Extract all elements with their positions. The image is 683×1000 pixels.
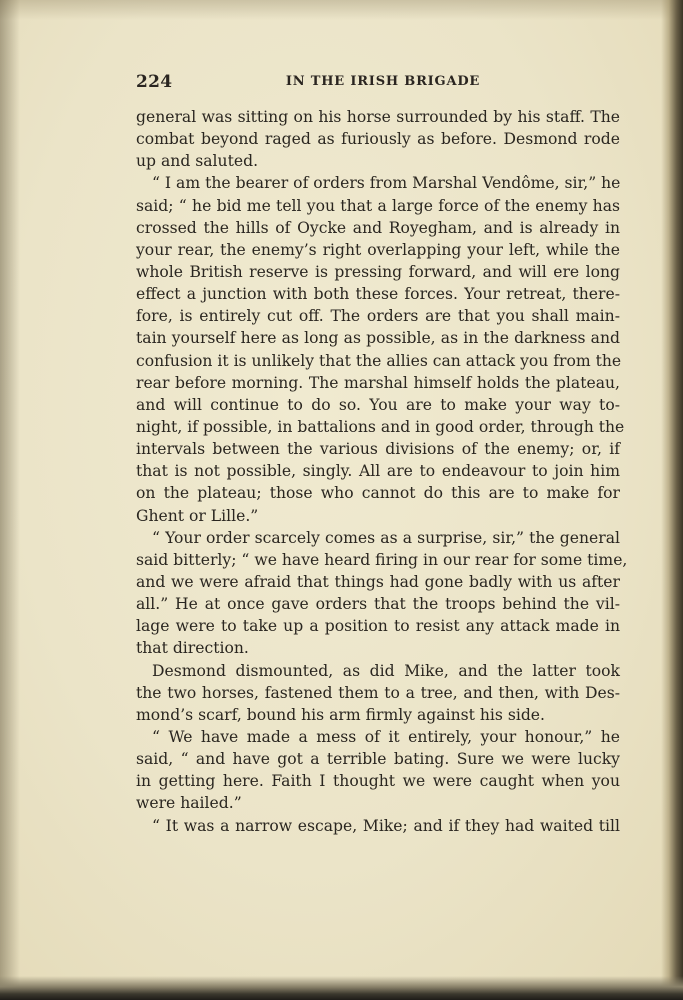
text-line: up and saluted. bbox=[136, 152, 259, 171]
text-line: Desmond dismounted, as did Mike, and the latter took bbox=[152, 661, 620, 680]
text-line: all.” He at once gave orders that the troops behind the vil- bbox=[136, 595, 620, 614]
text-line: general was sitting on his horse surrounded by his staff. The bbox=[136, 108, 620, 126]
text-line: “ Your order scarcely comes as a surprise, sir,” the general bbox=[152, 528, 620, 547]
text-line: in getting here. Faith I thought we were caught when you bbox=[136, 772, 620, 791]
text-line: mond’s scarf, bound his arm firmly against his side. bbox=[136, 705, 545, 724]
text-line: that direction. bbox=[136, 639, 249, 658]
text-line: “ It was a narrow escape, Mike; and if they had waited till bbox=[152, 816, 620, 835]
page-number: 224 bbox=[136, 72, 173, 92]
text-line: your rear, the enemy’s right overlapping your left, while the bbox=[136, 240, 620, 259]
text-line: and we were afraid that things had gone badly with us after bbox=[136, 572, 620, 591]
text-line: whole British reserve is pressing forward, and will ere long bbox=[136, 262, 620, 281]
text-line: fore, is entirely cut off. The orders are that you shall main- bbox=[136, 307, 620, 326]
running-head: IN THE IRISH BRIGADE bbox=[285, 74, 481, 89]
text-line: Ghent or Lille.” bbox=[136, 506, 259, 525]
text-line: crossed the hills of Oycke and Royegham, and is already in bbox=[136, 218, 620, 237]
text-line: that is not possible, singly. All are to endeavour to join him bbox=[136, 462, 620, 481]
text-line: and will continue to do so. You are to make your way to- bbox=[136, 395, 620, 414]
text-line: “ We have made a mess of it entirely, your honour,” he bbox=[152, 727, 620, 746]
text-line: night, if possible, in battalions and in good order, through the bbox=[136, 417, 625, 436]
text-line: “ I am the bearer of orders from Marshal Vendôme, sir,” he bbox=[152, 174, 621, 193]
text-line: said; “ he bid me tell you that a large force of the enemy has bbox=[136, 196, 620, 215]
text-line: intervals between the various divisions of the enemy; or, if bbox=[136, 440, 620, 459]
body-text bbox=[136, 106, 628, 837]
page-right-edge bbox=[661, 0, 683, 1000]
text-line: rear before morning. The marshal himself holds the plateau, bbox=[136, 373, 620, 392]
text-line: confusion it is unlikely that the allies can attack you from the bbox=[136, 351, 622, 370]
text-line: the two horses, fastened them to a tree, and then, with Des- bbox=[136, 683, 620, 702]
text-line: were hailed.” bbox=[136, 794, 242, 813]
page-header bbox=[136, 72, 620, 94]
page-bottom-edge bbox=[0, 976, 683, 1000]
text-line: combat beyond raged as furiously as before. Desmond rode bbox=[136, 130, 620, 149]
text-line: tain yourself here as long as possible, as in the darkness and bbox=[136, 329, 620, 348]
text-line: said bitterly; “ we have heard firing in our rear for some time, bbox=[136, 550, 628, 569]
page-top-shadow bbox=[0, 0, 683, 20]
page-gutter-shadow bbox=[0, 0, 20, 1000]
text-line: said, “ and have got a terrible bating. Sure we were lucky bbox=[136, 750, 620, 769]
text-line: on the plateau; those who cannot do this are to make for bbox=[136, 484, 620, 503]
text-line: effect a junction with both these forces. Your retreat, there- bbox=[136, 285, 620, 304]
text-line: lage were to take up a position to resist any attack made in bbox=[136, 617, 620, 636]
